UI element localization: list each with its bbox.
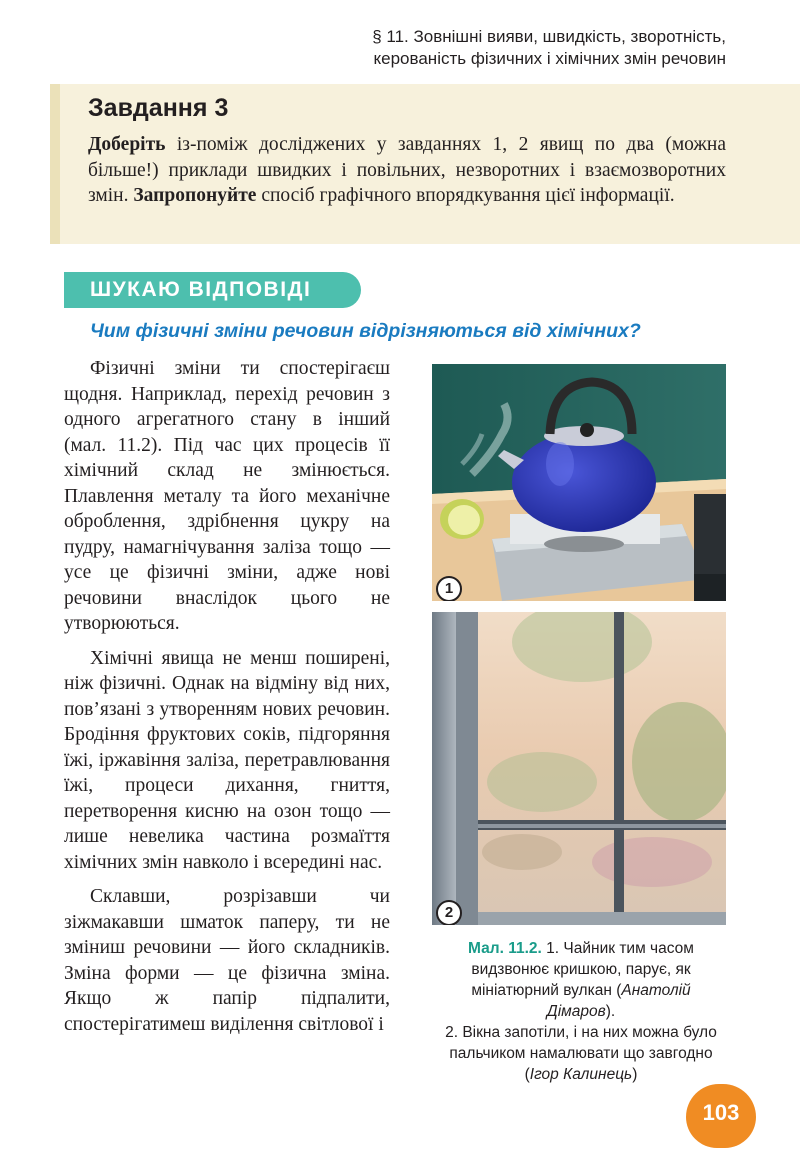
kettle-illustration (432, 364, 726, 601)
caption-part-3: 2. Вікна запотіли, і на них можна було пальчиком намалювати що завгодно ( (445, 1024, 717, 1083)
caption-part-1: 1. Чайник тим часом видзвонює кришкою, парує, як мініатюрний вулкан ( (471, 940, 694, 999)
caption-part-4: ) (632, 1066, 638, 1083)
section-subtitle: Чим фізичні зміни речовин відрізняються від хімічних? (90, 320, 641, 342)
page-number-badge (686, 1084, 756, 1148)
task-title: Завдання 3 (88, 94, 229, 122)
task-box (50, 84, 800, 244)
body-text (64, 356, 390, 1046)
photo-badge-2: 2 (436, 900, 462, 925)
task-text-2: спосіб графічного впорядкування цієї інформації. (256, 185, 675, 206)
caption-label: Мал. 11.2. (468, 940, 542, 957)
caption-author-2: Ігор Калинець (529, 1066, 633, 1083)
figure-caption (440, 938, 722, 1085)
caption-part-2: ). (605, 1003, 616, 1020)
task-accent-bar (50, 84, 60, 244)
header-line-2: керованість фізичних і хімічних змін речовин (373, 49, 726, 68)
task-bold-2: Запропонуйте (133, 185, 257, 206)
section-label: ШУКАЮ ВІДПОВІДІ (64, 272, 361, 308)
photo-window (432, 612, 726, 925)
task-bold-1: Доберіть (88, 134, 166, 155)
paragraph-1: Фізичні зміни ти спостерігаєш щодня. Наприклад, перехід речовин з одного агрегатного стану в інший (мал. 11.2). Під час цих процесів її хімічний склад не змінюється. Плавлення металу та його механічне оброблення, здрібнення цукру на пудру, намагнічування заліза тощо — усе це фізичні зміни, адже нові речовини внаслідок цього не утворюються. (64, 358, 390, 634)
paragraph-2: Хімічні явища не менш поширені, ніж фізичні. Однак на відміну від них, пов’язані з утворенням нових речовин. Бродіння фруктових соків, підгоряння їжі, іржавіння заліза, перетравлювання їжі, процеси дихання, гниття, перетворення кисню на озон тощо — лише невелика частина розмаїття хімічних змін навколо і всередині нас. (64, 647, 390, 873)
window-illustration (432, 612, 726, 925)
running-header (372, 26, 726, 70)
caption-author-1: Анатолій Дімаров (546, 982, 691, 1020)
header-line-1: § 11. Зовнішні вияви, швидкість, зворотність, (372, 27, 726, 46)
page-number: 103 (702, 1100, 740, 1125)
task-text (88, 132, 726, 209)
task-text-1: із-поміж досліджених у завданнях 1, 2 явищ по два (можна більше!) приклади швидких і повільних, незворотних і взаємозворотних змін. (88, 134, 726, 206)
photo-badge-1: 1 (436, 576, 462, 601)
photo-kettle (432, 364, 726, 601)
paragraph-3: Склавши, розрізавши чи зіжмакавши шматок паперу, ти не зміниш речовини — його складників. Зміна форми — це фізична зміна. Якщо ж папір підпалити, спостерігатимеш виділення світлової і (64, 886, 390, 1035)
